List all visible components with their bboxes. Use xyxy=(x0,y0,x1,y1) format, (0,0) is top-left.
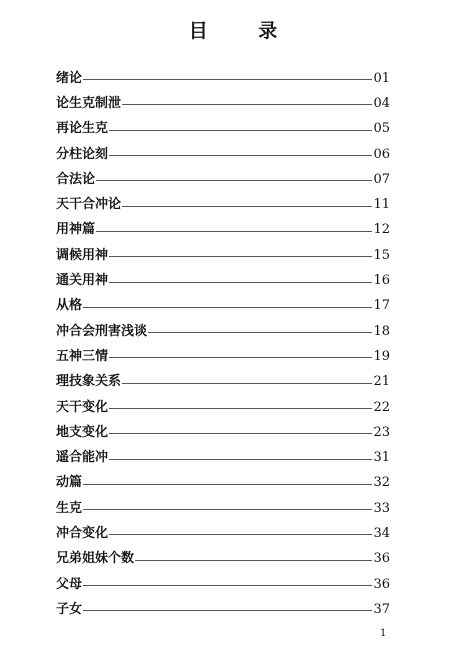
toc-entry[interactable] xyxy=(56,395,390,420)
toc-leader-line xyxy=(109,282,372,283)
toc-entry-page: 31 xyxy=(373,450,390,466)
toc-entry-title: 论生克制泄 xyxy=(56,95,122,111)
toc-entry-page: 19 xyxy=(373,348,390,364)
toc-leader-line xyxy=(109,433,372,434)
table-of-contents xyxy=(56,66,390,623)
toc-leader-line xyxy=(122,383,372,384)
toc-entry-page: 32 xyxy=(373,475,390,491)
toc-leader-line xyxy=(83,610,372,611)
toc-entry[interactable] xyxy=(56,471,390,496)
toc-leader-line xyxy=(96,231,372,232)
toc-leader-line xyxy=(83,484,372,485)
toc-entry-title: 绪论 xyxy=(56,70,83,86)
toc-entry[interactable] xyxy=(56,344,390,369)
toc-entry-title: 冲合会刑害浅谈 xyxy=(56,323,148,339)
toc-entry-title: 分柱论刻 xyxy=(56,146,109,162)
toc-entry-page: 23 xyxy=(373,424,390,440)
toc-entry-page: 33 xyxy=(373,500,390,516)
toc-entry-page: 06 xyxy=(373,146,390,162)
toc-entry-title: 父母 xyxy=(56,576,83,592)
toc-leader-line xyxy=(109,534,372,535)
toc-leader-line xyxy=(83,509,372,510)
toc-entry[interactable] xyxy=(56,142,390,167)
toc-leader-line xyxy=(109,408,372,409)
toc-entry-title: 理技象关系 xyxy=(56,374,122,390)
toc-entry[interactable] xyxy=(56,370,390,395)
toc-entry-title: 兄弟姐妹个数 xyxy=(56,551,135,567)
toc-entry-page: 05 xyxy=(373,121,390,137)
toc-entry-page: 36 xyxy=(373,576,390,592)
toc-entry[interactable] xyxy=(56,547,390,572)
toc-entry-page: 18 xyxy=(373,323,390,339)
toc-entry[interactable] xyxy=(56,218,390,243)
toc-entry[interactable] xyxy=(56,91,390,116)
toc-entry[interactable] xyxy=(56,496,390,521)
toc-entry-page: 22 xyxy=(373,399,390,415)
toc-entry-title: 从格 xyxy=(56,298,83,314)
toc-entry-page: 37 xyxy=(373,601,390,617)
toc-leader-line xyxy=(109,459,372,460)
toc-entry-title: 通关用神 xyxy=(56,273,109,289)
page-title: 目 录 xyxy=(188,20,300,42)
toc-entry-page: 16 xyxy=(373,273,390,289)
toc-entry-page: 17 xyxy=(373,298,390,314)
toc-leader-line xyxy=(96,180,372,181)
toc-entry-title: 调候用神 xyxy=(56,247,109,263)
page-number: 1 xyxy=(380,628,387,639)
toc-entry-title: 冲合变化 xyxy=(56,525,109,541)
toc-entry-title: 动篇 xyxy=(56,475,83,491)
toc-entry[interactable] xyxy=(56,294,390,319)
toc-entry-page: 36 xyxy=(373,551,390,567)
toc-leader-line xyxy=(83,79,372,80)
toc-entry[interactable] xyxy=(56,445,390,470)
toc-entry-title: 天干合冲论 xyxy=(56,197,122,213)
toc-entry-title: 用神篇 xyxy=(56,222,96,238)
toc-entry[interactable] xyxy=(56,117,390,142)
toc-entry-page: 12 xyxy=(373,222,390,238)
toc-entry-title: 遥合能冲 xyxy=(56,450,109,466)
toc-leader-line xyxy=(148,332,372,333)
toc-leader-line xyxy=(109,130,372,131)
toc-entry-title: 五神三情 xyxy=(56,348,109,364)
toc-entry[interactable] xyxy=(56,521,390,546)
toc-entry-title: 生克 xyxy=(56,500,83,516)
toc-entry-title: 子女 xyxy=(56,601,83,617)
toc-entry[interactable] xyxy=(56,268,390,293)
toc-leader-line xyxy=(122,206,372,207)
toc-entry-page: 01 xyxy=(373,70,390,86)
toc-entry[interactable] xyxy=(56,243,390,268)
toc-entry[interactable] xyxy=(56,66,390,91)
toc-entry-page: 04 xyxy=(373,95,390,111)
toc-entry[interactable] xyxy=(56,319,390,344)
toc-entry-page: 15 xyxy=(373,247,390,263)
toc-leader-line xyxy=(109,155,372,156)
toc-entry-page: 34 xyxy=(373,525,390,541)
toc-leader-line xyxy=(83,307,372,308)
toc-entry[interactable] xyxy=(56,420,390,445)
toc-entry[interactable] xyxy=(56,192,390,217)
toc-entry-page: 21 xyxy=(373,374,390,390)
toc-leader-line xyxy=(83,585,372,586)
toc-leader-line xyxy=(109,357,372,358)
toc-leader-line xyxy=(135,560,372,561)
toc-entry-title: 天干变化 xyxy=(56,399,109,415)
toc-entry[interactable] xyxy=(56,597,390,622)
toc-entry[interactable] xyxy=(56,167,390,192)
toc-entry-title: 合法论 xyxy=(56,171,96,187)
toc-entry-title: 再论生克 xyxy=(56,121,109,137)
toc-entry-page: 07 xyxy=(373,171,390,187)
toc-leader-line xyxy=(109,256,372,257)
toc-entry[interactable] xyxy=(56,572,390,597)
toc-entry-title: 地支变化 xyxy=(56,424,109,440)
toc-leader-line xyxy=(122,104,372,105)
toc-entry-page: 11 xyxy=(373,197,390,213)
